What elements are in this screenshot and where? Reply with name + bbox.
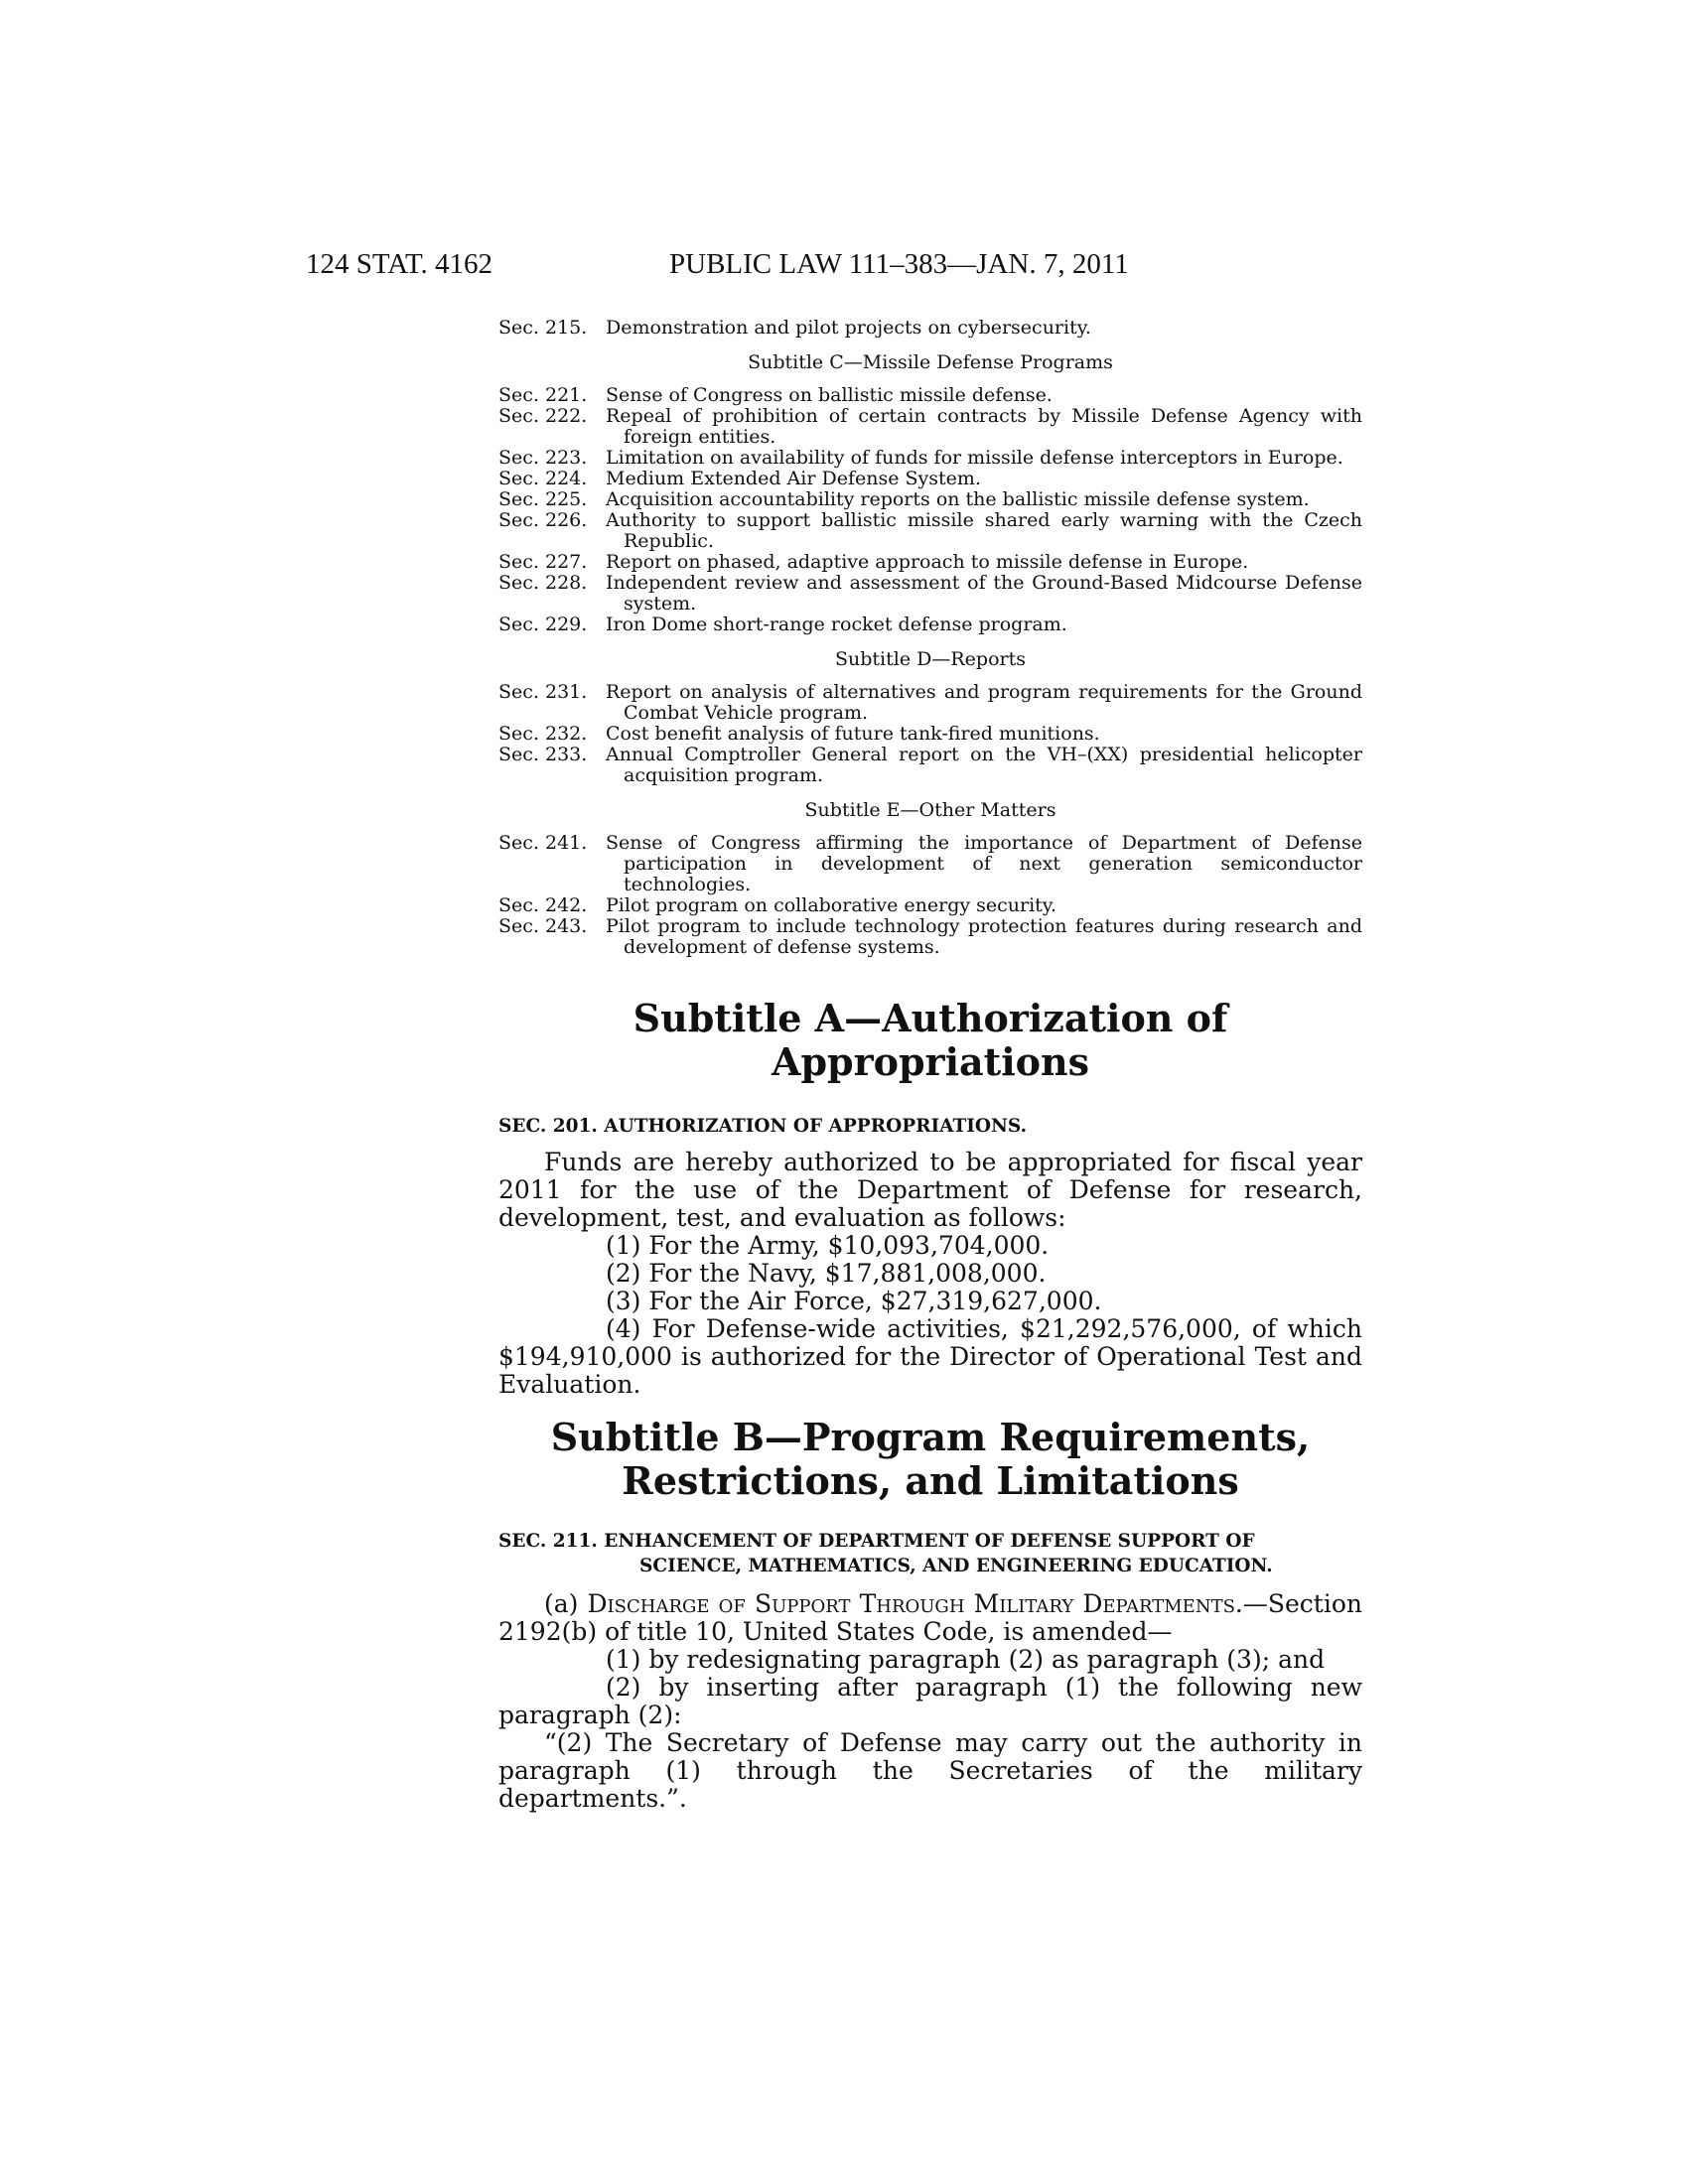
public-law-citation: PUBLIC LAW 111–383—JAN. 7, 2011 [669,248,1129,280]
section-201 [498,1114,1362,1399]
subtitle-a-heading [498,997,1362,1084]
toc-entry [498,724,1362,745]
toc-entry-number: Sec. 222. [498,405,588,427]
toc-entry-text: Sense of Congress on ballistic missile defense. [606,384,1053,406]
sec-211-a-label: (a) [544,1589,579,1618]
sec-201-heading: SEC. 201. AUTHORIZATION OF APPROPRIATIONS. [498,1116,1028,1137]
subtitle-b-line2: Restrictions, and Limitations [622,1458,1239,1503]
sec-201-item: (1) For the Army, $10,093,704,000. [606,1231,1050,1260]
toc-entry [498,406,1362,448]
toc-entry-number: Sec. 224. [498,468,588,489]
toc-entry [498,469,1362,489]
toc-entry-text: Cost benefit analysis of future tank-fired munitions. [606,723,1100,745]
toc-entry-number: Sec. 225. [498,488,588,510]
toc-entry-number: Sec. 228. [498,572,588,594]
section-211 [498,1529,1362,1813]
toc-entry-text: Report on analysis of alternatives and program requirements for the Ground Combat Vehicle program. [606,681,1362,724]
sec-201-intro: Funds are hereby authorized to be appropriated for fiscal year 2011 for the use of the Department of Defense for research, development, test, and evaluation as follows: [498,1148,1362,1232]
subtitle-b-heading [498,1416,1362,1503]
toc-entry-text: Pilot program on collaborative energy security. [606,894,1057,916]
sec-211-a-text: —Section 2192(b) of title 10, United States Code, is amended— [498,1589,1362,1646]
toc-entry [498,833,1362,895]
toc-entry-text: Annual Comptroller General report on the VH–(XX) presidential helicopter acquisition program. [606,744,1362,786]
toc-entry-text: Iron Dome short-range rocket defense program. [606,614,1067,635]
toc-entry [498,682,1362,724]
sec-201-item: (4) For Defense-wide activities, $21,292,576,000, of which $194,910,000 is authorized for the Director of Operational Test and Evaluation. [498,1314,1362,1399]
sec-211-subsection-a [498,1590,1362,1646]
toc-entry [498,385,1362,406]
toc-entry-number: Sec. 223. [498,447,588,469]
toc-subtitle-d: Subtitle D—Reports [835,648,1026,670]
subtitle-a-block [498,997,1362,1084]
toc-entry-number: Sec. 233. [498,744,588,765]
toc-entry-text: Repeal of prohibition of certain contracts by Missile Defense Agency with foreign entities. [606,405,1362,448]
toc-entry [498,916,1362,958]
sec-201-item: (2) For the Navy, $17,881,008,000. [606,1259,1047,1288]
stat-page-number: 124 STAT. 4162 [306,248,493,280]
toc-entry-text: Sense of Congress affirming the importance of Department of Defense participation in development of next generation semiconductor technologies. [606,832,1362,895]
subtitle-a-line1: Subtitle A—Authorization of [633,996,1228,1040]
toc-entry-text: Limitation on availability of funds for missile defense interceptors in Europe. [606,447,1343,469]
toc-entry-number: Sec. 231. [498,681,588,703]
sec-211-item: (2) by inserting after paragraph (1) the following new paragraph (2): [498,1673,1362,1729]
toc-entry [498,745,1362,786]
sec-211-a-caption: Discharge of Support Through Military Departments. [587,1589,1243,1618]
toc-entry-number: Sec. 221. [498,384,588,406]
toc-entry [498,318,1362,339]
toc-entry-number: Sec. 227. [498,551,588,573]
toc-entry-number: Sec. 229. [498,614,588,635]
toc-subtitle-e: Subtitle E—Other Matters [804,799,1056,821]
sec-211-item: (1) by redesignating paragraph (2) as paragraph (3); and [606,1645,1326,1674]
toc-entry [498,489,1362,510]
toc-entry-number: Sec. 242. [498,894,588,916]
toc-entry [498,573,1362,614]
toc-entry-number: Sec. 232. [498,723,588,745]
sec-211-heading: SEC. 211. ENHANCEMENT OF DEPARTMENT OF DEFENSE SUPPORT OF SCIENCE, MATHEMATICS, AND ENGINEERING EDUCATION. [498,1531,1273,1576]
subtitle-a-line2: Appropriations [772,1039,1089,1084]
sec-211-quoted-paragraph: “(2) The Secretary of Defense may carry out the authority in paragraph (1) through the Secretaries of the military departments.”. [498,1728,1362,1813]
subtitle-b-block [498,1416,1362,1503]
toc-entry-text: Acquisition accountability reports on the ballistic missile defense system. [606,488,1310,510]
toc-entry-text: Authority to support ballistic missile shared early warning with the Czech Republic. [606,509,1362,552]
toc-entry [498,448,1362,469]
toc-entry-text: Report on phased, adaptive approach to missile defense in Europe. [606,551,1249,573]
toc-entry [498,614,1362,635]
toc-entry-number: Sec. 241. [498,832,588,854]
toc-entry-text: Pilot program to include technology protection features during research and development of defense systems. [606,915,1362,958]
toc-entry-text: Independent review and assessment of the Ground-Based Midcourse Defense system. [606,572,1362,614]
toc-entry-number: Sec. 226. [498,509,588,531]
toc-entry [498,510,1362,552]
sec-201-item: (3) For the Air Force, $27,319,627,000. [606,1287,1102,1315]
toc-entry-text: Medium Extended Air Defense System. [606,468,981,489]
toc-entry-number: Sec. 215. [498,317,588,339]
subtitle-b-line1: Subtitle B—Program Requirements, [550,1415,1311,1459]
page-header [0,248,1688,288]
toc-entry-number: Sec. 243. [498,915,588,937]
toc-subtitle-c: Subtitle C—Missile Defense Programs [748,351,1113,373]
toc-entry-text: Demonstration and pilot projects on cybersecurity. [606,317,1091,339]
toc-entry [498,552,1362,573]
toc-entry [498,895,1362,916]
table-of-contents [498,318,1362,958]
